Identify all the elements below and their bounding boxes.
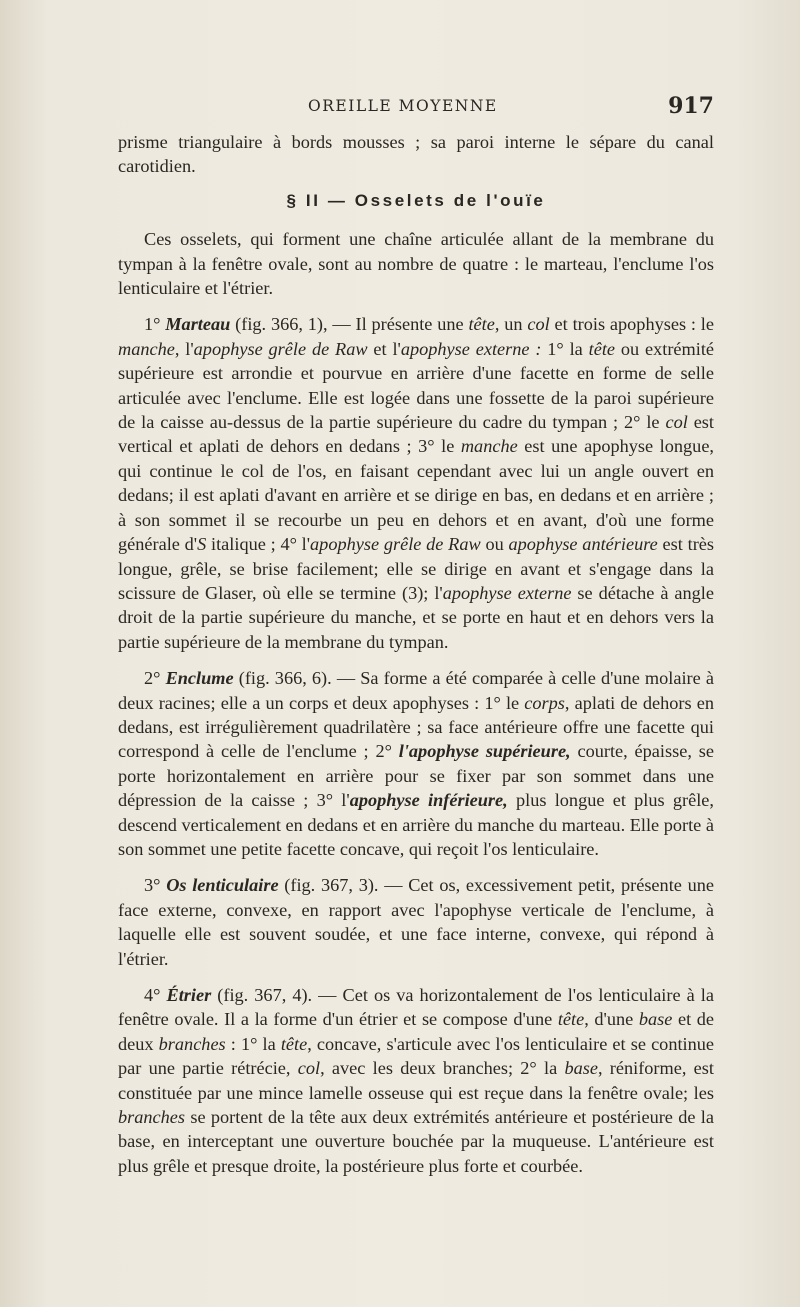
text-run: et trois apophyses : le xyxy=(549,314,714,335)
text-run: , concave, s'articule avec l'os lenticulaire et se continue par une partie rétrécie, xyxy=(118,1033,715,1079)
text-run: courte, épaisse, se porte horizontalement en arrière pour se fixer par son sommet dans une dépression de la caisse ; 3° l' xyxy=(118,741,714,811)
term: base xyxy=(564,1058,598,1079)
section-heading: § II — Osselets de l'ouïe xyxy=(286,190,546,210)
text-run: ou xyxy=(480,534,509,555)
page-body xyxy=(118,130,714,1190)
paragraph-continuation: prisme triangulaire à bords mousses ; sa paroi interne le sépare du canal carotidien. xyxy=(118,132,714,177)
term: apophyse grêle de Raw xyxy=(193,338,368,359)
text-run: , avec les deux branches; 2° la xyxy=(320,1058,565,1079)
text-run: plus longue et plus grêle, descend verticalement en dedans et en arrière du manche du marteau. Elle porte à son sommet une petite facette concave, qui reçoit l'os lenticulaire. xyxy=(118,790,714,859)
term: apophyse grêle de Raw xyxy=(310,534,481,555)
text-run: (fig. 367, 3). — Cet os, excessivement petit, présente une face externe, convexe, en rapport avec l'apophyse verticale de l'enclume, à laquelle elle est souvent soudée, et une face interne, convexe, qui répond à l'étrier. xyxy=(118,875,715,969)
text-run: italique ; 4° l' xyxy=(206,534,311,555)
item-number: 2° xyxy=(144,668,166,689)
text-run: , d'une xyxy=(584,1009,639,1030)
text-run: (fig. 366, 1), — Il présente une xyxy=(230,314,469,335)
paragraph-intro: Ces osselets, qui forment une chaîne articulée allant de la membrane du tympan à la fenêtre ovale, sont au nombre de quatre : le marteau, l'enclume l'os lenticulaire et l'étrier. xyxy=(118,229,714,299)
text-run: , aplati de dehors en dedans, est irrégulièrement quadrilatère ; sa face antérieure offre une facette qui correspond à celle de l'enclume ; 2° xyxy=(118,692,714,762)
term-heading: Enclume xyxy=(165,668,234,689)
term: tête xyxy=(588,338,616,359)
text-run: est une apophyse longue, qui continue le col de l'os, en faisant cependant avec lui un angle ouvert en dedans; il est aplati d'avant en arrière et se dirige en bas, en dedans et en arrière ; à son sommet il se recourbe un peu en dehors et en avant, d'où une forme générale d' xyxy=(118,436,714,555)
term: apophyse inférieure, xyxy=(349,790,508,811)
term-heading: Os lenticulaire xyxy=(166,875,279,896)
term: base xyxy=(638,1009,673,1030)
paragraph-marteau xyxy=(118,312,714,654)
term-heading: Étrier xyxy=(166,985,212,1005)
term: tête xyxy=(557,1009,585,1030)
text-run: et l' xyxy=(367,338,401,359)
text-run: , réniforme, est constituée par une mince lamelle osseuse qui est reçue dans la fenêtre ovale; les xyxy=(118,1058,714,1103)
text-run: , un xyxy=(494,314,528,335)
term: col xyxy=(527,314,550,335)
text-run: ou extrémité supérieure est arrondie et pourvue en arrière d'une facette en forme de selle articulée avec l'enclume. Elle est logée dans une fossette de la paroi supérieure de la caisse au-dessus de la partie supérieure du cadre du tympan ; 2° le xyxy=(118,338,715,433)
term: apophyse externe xyxy=(442,582,572,603)
item-number: 4° xyxy=(144,985,167,1005)
paragraph-os-lenticulaire xyxy=(118,873,714,971)
text-run: (fig. 366, 6). — Sa forme a été comparée à celle d'une molaire à deux racines; elle a un corps et deux apophyses : 1° le xyxy=(118,668,714,713)
page-number: 917 xyxy=(668,93,714,119)
term-heading: Marteau xyxy=(165,314,231,335)
term: apophyse antérieure xyxy=(508,534,658,555)
term: corps xyxy=(524,692,565,713)
term: branches xyxy=(158,1033,226,1054)
item-number: 3° xyxy=(144,875,167,896)
term: manche xyxy=(118,338,175,359)
text-run: et de deux xyxy=(118,1009,715,1054)
text-run: 1° la xyxy=(541,338,589,359)
text-run: , l' xyxy=(174,338,194,359)
term: col xyxy=(297,1058,321,1079)
text-run: se portent de la tête aux deux extrémités antérieure et postérieure de la base, en interceptant une ouverture bouchée par la muqueuse. L'antérieure est plus grêle et presque droite, la postérieure plus forte et courbée. xyxy=(118,1107,714,1176)
text-run: est très longue, grêle, se brise facilement; elle se dirige en avant et s'engage dans la scissure de Glaser, où elle se termine (3); l' xyxy=(118,534,715,603)
term: branches xyxy=(118,1107,186,1128)
paragraph-etrier xyxy=(118,983,714,1178)
term: S xyxy=(197,534,207,555)
running-title: OREILLE MOYENNE xyxy=(308,97,498,115)
term: l'apophyse supérieure, xyxy=(398,741,571,762)
text-run: : 1° la xyxy=(225,1033,281,1054)
term: apophyse externe : xyxy=(400,338,542,359)
term: tête xyxy=(468,314,495,335)
text-run: (fig. 367, 4). — Cet os va horizontalement de l'os lenticulaire à la fenêtre ovale. Il a la forme d'un étrier et se compose d'une xyxy=(118,985,715,1030)
text-run: se détache à angle droit de la partie supérieure du manche, et se porte en haut et en dehors vers la partie supérieure de la membrane du tympan. xyxy=(118,582,714,652)
paragraph-enclume xyxy=(118,666,714,861)
term: tête xyxy=(280,1033,308,1054)
page-header xyxy=(118,93,714,123)
item-number: 1° xyxy=(144,314,166,335)
text-run: est vertical et aplati de dehors en dedans ; 3° le xyxy=(118,412,714,457)
term: col xyxy=(665,412,688,433)
term: manche xyxy=(460,436,518,457)
